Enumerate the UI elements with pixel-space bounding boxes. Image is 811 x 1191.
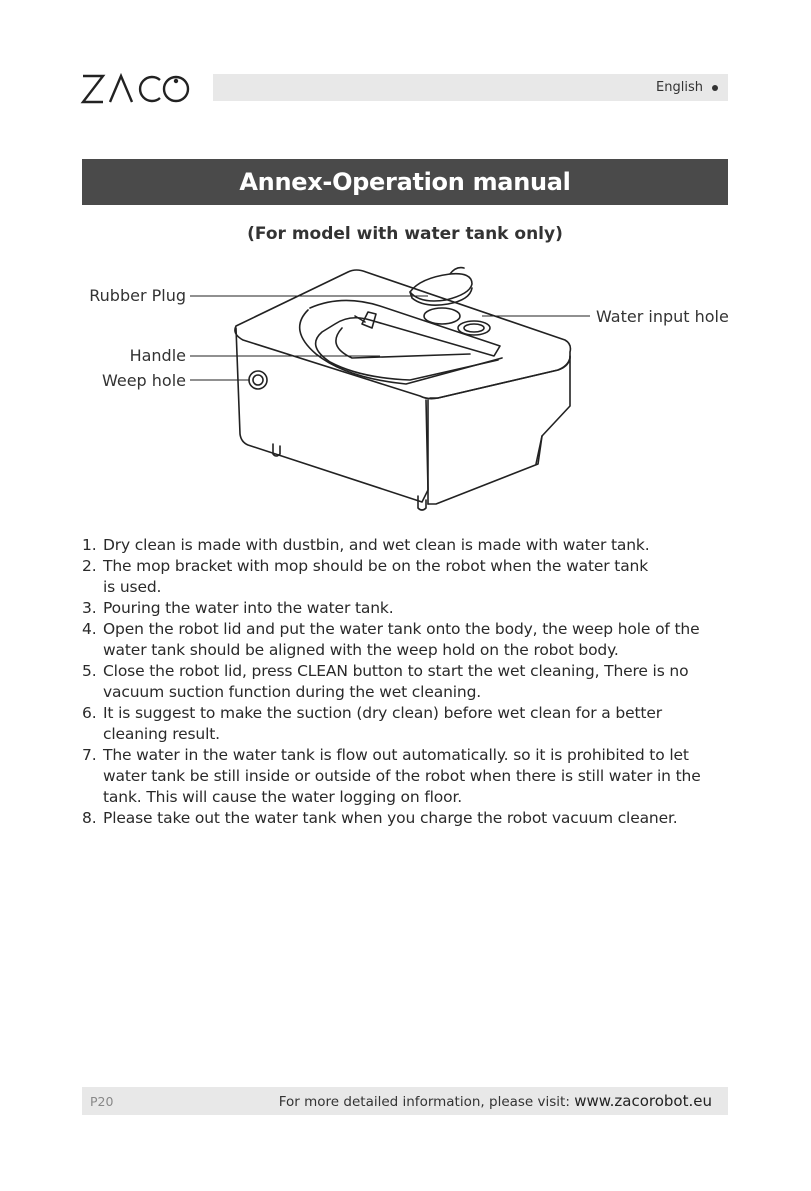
- callout-rubber-plug: Rubber Plug: [89, 286, 186, 305]
- list-item: 5. Close the robot lid, press CLEAN button to start the wet cleaning, There is no vacuum suction function during the wet cleaning.: [82, 662, 689, 701]
- list-item: 1. Dry clean is made with dustbin, and wet clean is made with water tank.: [82, 536, 650, 554]
- list-item: 2. The mop bracket with mop should be on the robot when the water tank is used.: [82, 557, 649, 596]
- bullet-dot-icon: [712, 85, 718, 91]
- language-bar: [213, 74, 728, 101]
- list-item: 3. Pouring the water into the water tank.: [82, 599, 394, 617]
- language-label: English: [656, 80, 703, 95]
- page-footer: [82, 1087, 728, 1115]
- callout-weep-hole: Weep hole: [101, 371, 186, 390]
- list-item: 7. The water in the water tank is flow out automatically. so it is prohibited to let water tank be still inside or outside of the robot when there is still water in the tank. This will cause the water logging on floor.: [82, 746, 701, 806]
- zaco-logo: [80, 72, 190, 106]
- list-item: 6. It is suggest to make the suction (dry clean) before wet clean for a better cleaning result.: [82, 704, 662, 743]
- water-tank-figure: [80, 258, 730, 518]
- footer-info-text: For more detailed information, please visit:: [278, 1094, 575, 1110]
- page-subtitle: (For model with water tank only): [247, 224, 563, 244]
- list-item: 4. Open the robot lid and put the water tank onto the body, the weep hole of the water tank should be aligned with the weep hold on the robot body.: [82, 620, 700, 659]
- callout-handle: Handle: [129, 346, 186, 365]
- footer-info: [279, 1092, 712, 1110]
- website-link[interactable]: www.zacorobot.eu: [574, 1092, 712, 1110]
- page-title: Annex-Operation manual: [82, 159, 728, 205]
- instruction-list: [82, 535, 728, 829]
- callout-water-input-hole: Water input hole: [596, 307, 729, 326]
- page-number: P20: [90, 1093, 114, 1109]
- list-item: 8. Please take out the water tank when you charge the robot vacuum cleaner.: [82, 809, 678, 827]
